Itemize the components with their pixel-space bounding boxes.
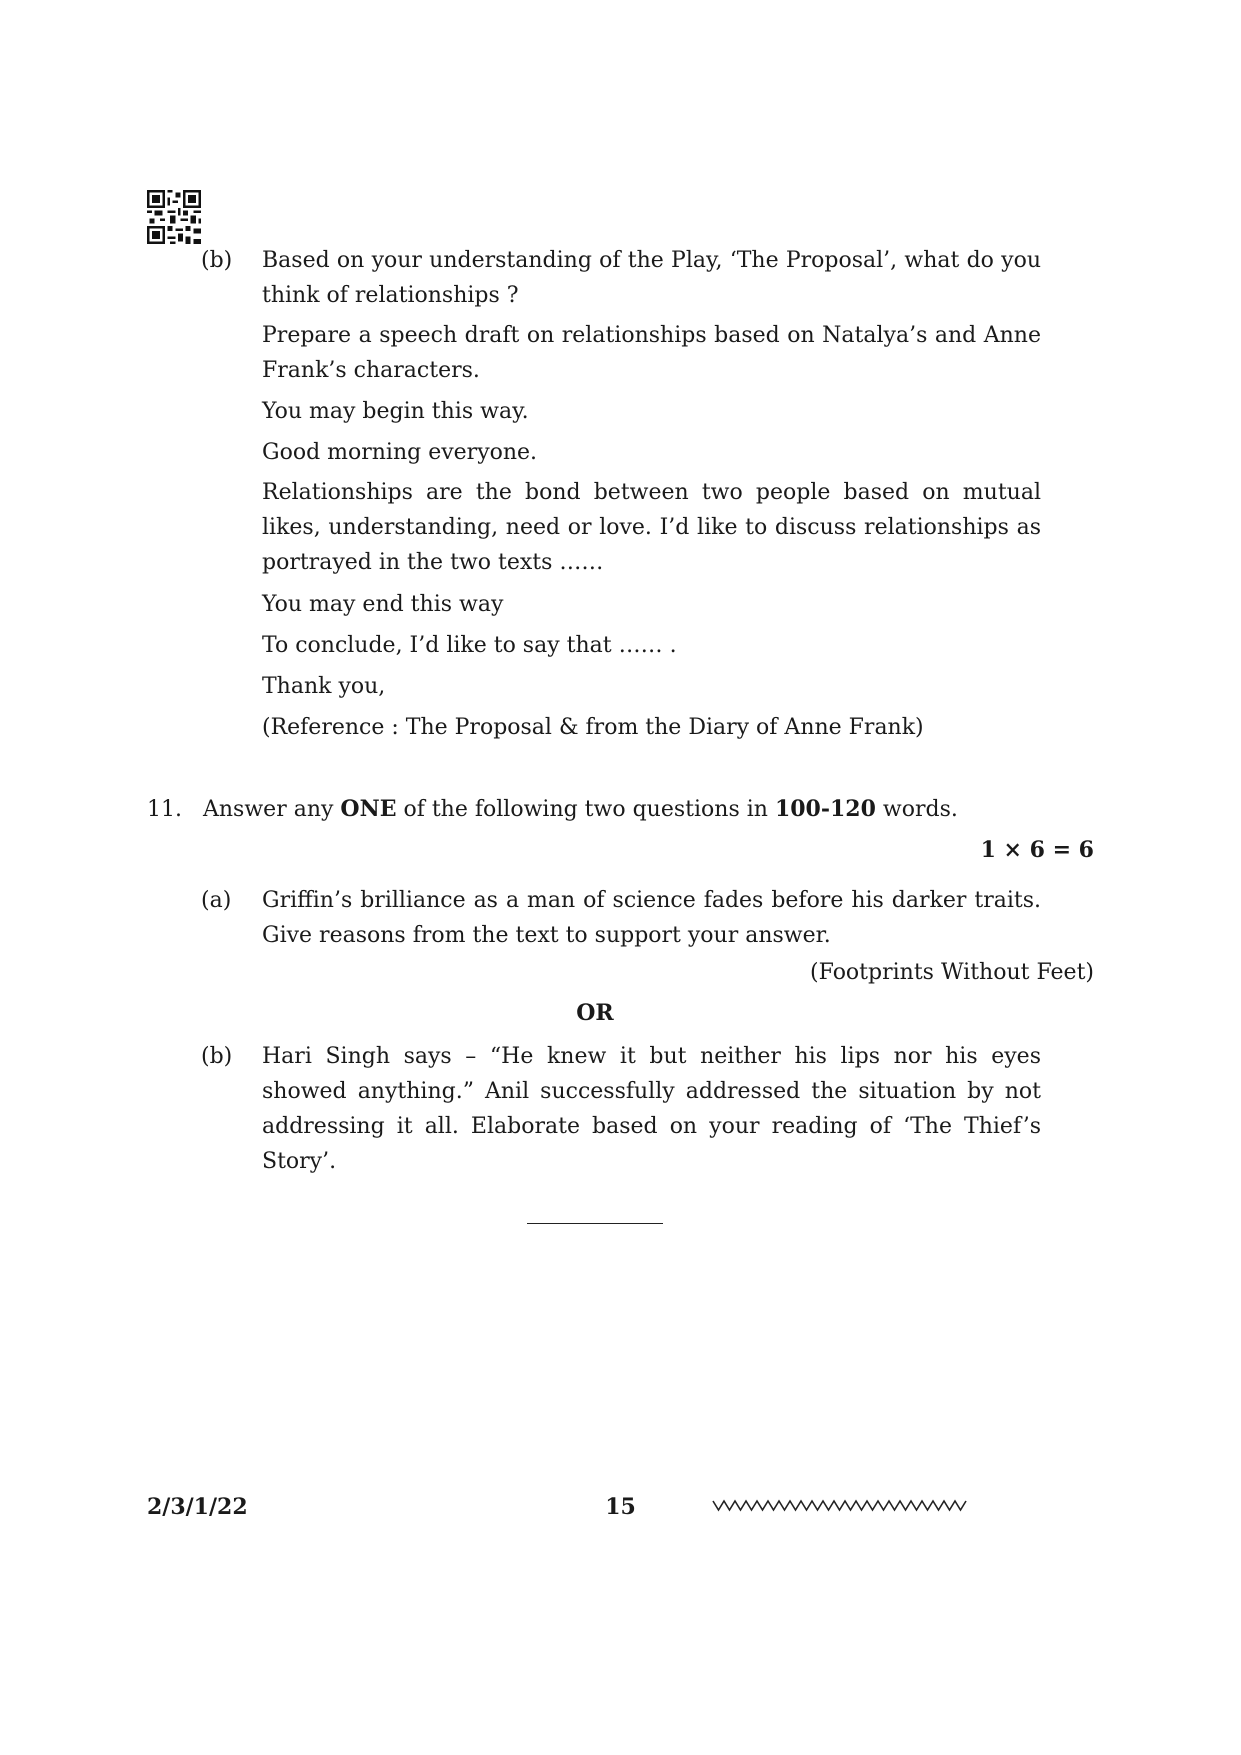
q10b-label: (b) <box>201 248 233 273</box>
q11a-reference: (Footprints Without Feet) <box>810 960 1094 985</box>
page-number: 15 <box>605 1494 636 1520</box>
q10b-question-text: Based on your understanding of the Play, ‘The Proposal’, what do you think of relationships ? <box>262 248 1041 308</box>
q10b-begin-hint: You may begin this way. <box>262 399 529 424</box>
q10b-greeting: Good morning everyone. <box>262 440 538 465</box>
paper-code: 2/3/1/22 <box>147 1494 248 1520</box>
qr-code-icon <box>147 190 201 244</box>
q11-intro-text: Answer any <box>203 797 341 822</box>
q10b-thanks: Thank you, <box>262 674 386 699</box>
q11a-question-text: Griffin’s brilliance as a man of science fades before his darker traits. Give reasons from the text to support your answer. <box>262 888 1041 948</box>
wavy-line-icon <box>711 1497 971 1515</box>
q10b-opening-paragraph: Relationships are the bond between two people based on mutual likes, understanding, need or love. I’d like to discuss relationships as portrayed in the two texts …… <box>262 480 1041 575</box>
q11a-label: (a) <box>201 888 232 913</box>
or-separator: OR <box>576 1000 614 1026</box>
q10b-end-hint: You may end this way <box>262 592 504 617</box>
end-of-section-rule <box>527 1223 663 1224</box>
q11-instruction <box>203 792 958 827</box>
q11-intro-text-end: words. <box>875 797 958 822</box>
q11-intro-one: ONE <box>340 796 397 822</box>
q10b-reference: (Reference : The Proposal & from the Diary of Anne Frank) <box>262 715 924 740</box>
q10b-conclusion: To conclude, I’d like to say that …… . <box>262 633 677 658</box>
q11b-question-text: Hari Singh says – “He knew it but neither his lips nor his eyes showed anything.” Anil successfully addressed the situation by not addressing it all. Elaborate based on your reading of ‘The Thief’s Story’. <box>262 1044 1041 1174</box>
q11-marks: 1 × 6 = 6 <box>980 837 1094 863</box>
q11-number: 11. <box>147 797 182 822</box>
q11-intro-word-count: 100-120 <box>774 796 876 822</box>
q10b-instruction: Prepare a speech draft on relationships based on Natalya’s and Anne Frank’s characters. <box>262 323 1041 383</box>
q11b-label: (b) <box>201 1044 233 1069</box>
q11-intro-text-mid: of the following two questions in <box>396 797 775 822</box>
